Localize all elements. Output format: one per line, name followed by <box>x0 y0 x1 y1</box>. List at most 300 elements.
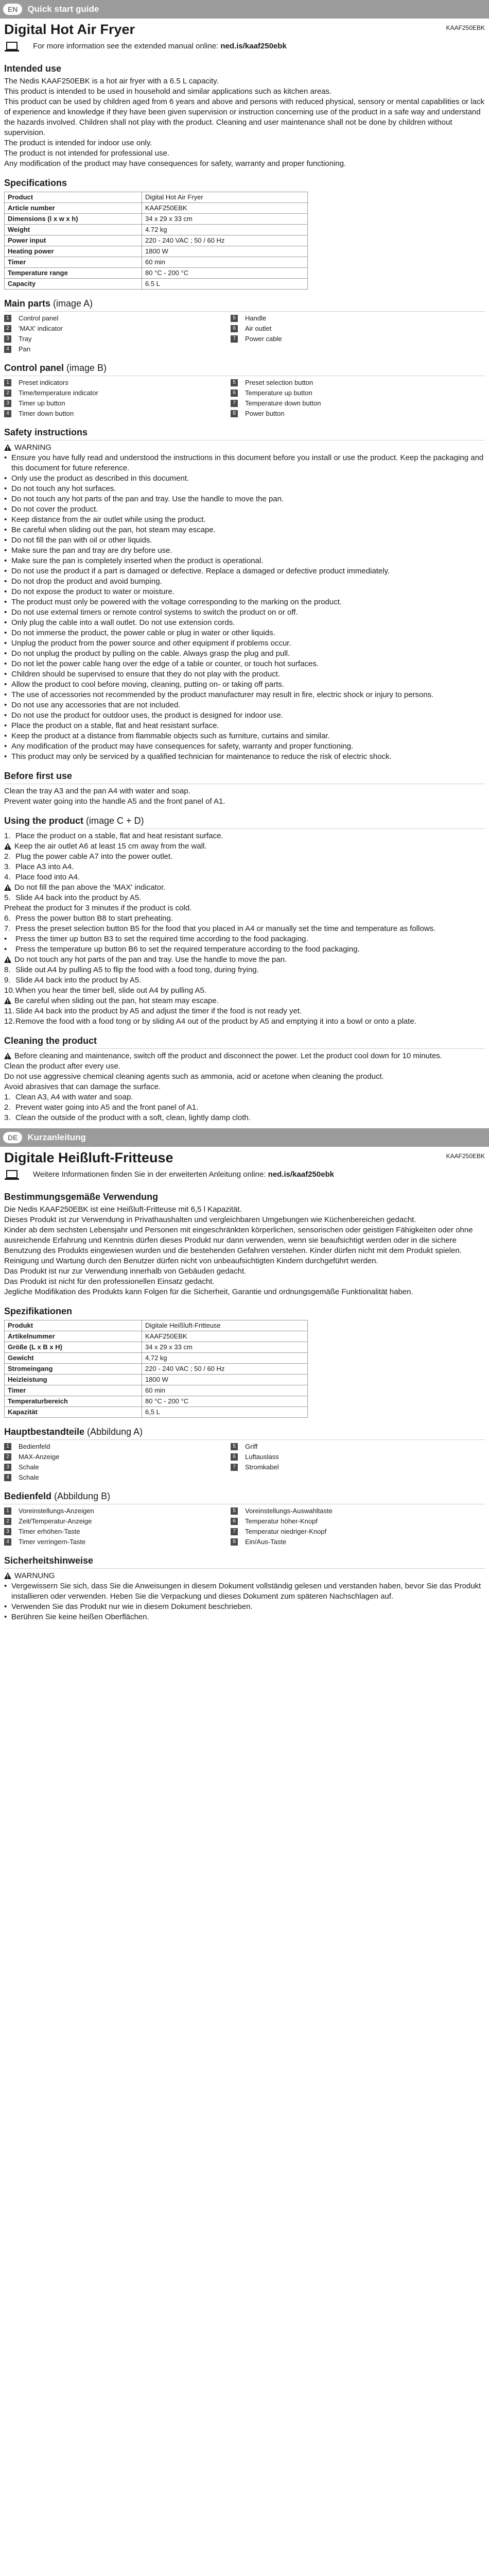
part-item <box>4 1527 231 1536</box>
part-number-badge: 4 <box>4 1538 11 1546</box>
step-number: 2. <box>4 1103 11 1112</box>
part-item <box>231 1452 457 1462</box>
safety-list <box>4 1581 485 1622</box>
spec-value: 80 °C - 200 °C <box>142 1396 308 1407</box>
warning-text: Before cleaning and maintenance, switch off the product and disconnect the power. Let the product cool down for 10 minutes. <box>14 1052 443 1060</box>
part-item <box>231 1527 457 1536</box>
spec-key: Product <box>5 192 142 203</box>
part-number-badge: 8 <box>231 410 238 417</box>
part-number-badge: 3 <box>4 400 11 407</box>
content-en <box>0 63 489 1123</box>
step-number: 11. <box>4 1007 14 1015</box>
section-heading <box>4 1191 485 1202</box>
part-item <box>231 1506 457 1516</box>
step-text: Slide A4 back into the product by A5. <box>15 893 142 902</box>
paragraph: The product is not intended for professional use. <box>4 149 170 158</box>
title-row-de <box>0 1147 489 1166</box>
section-heading <box>4 1490 485 1504</box>
step-number: 3. <box>4 1113 11 1122</box>
spec-row <box>5 1320 308 1331</box>
safety-item: • Keep the product at a distance from flammable objects such as furniture, curtains and similar. <box>4 731 485 741</box>
part-label: Timer down button <box>19 410 74 417</box>
step-number: 1. <box>4 1093 11 1101</box>
paragraph: Any modification of the product may have consequences for safety, warranty and proper functioning. <box>4 159 346 168</box>
using-list <box>4 831 485 1027</box>
spec-key: Capacity <box>5 279 142 290</box>
warning-triangle-icon <box>4 843 11 850</box>
plain-note <box>4 1072 485 1082</box>
warning-note <box>4 883 485 893</box>
spec-value: 60 min <box>142 257 308 268</box>
parts-list <box>4 314 485 354</box>
step-number: 5. <box>4 893 11 902</box>
band-title-en: Quick start guide <box>27 4 99 14</box>
document-title-de: Digitale Heißluft-Fritteuse <box>4 1150 173 1165</box>
step-number: 7. <box>4 924 11 933</box>
part-label: Temperature down button <box>245 399 321 407</box>
part-number-badge: 5 <box>231 379 238 386</box>
warning-label: WARNING <box>14 443 51 452</box>
warning-note <box>4 1051 485 1061</box>
warning-triangle-icon <box>4 1572 11 1579</box>
spec-key: Power input <box>5 235 142 246</box>
safety-item: • Make sure the pan is completely inserted when the product is operational. <box>4 556 485 566</box>
note-text: Do not use aggressive chemical cleaning agents such as ammonia, acid or acetone when cleaning the product. <box>4 1072 384 1081</box>
spec-row <box>5 246 308 257</box>
paragraph: The Nedis KAAF250EBK is a hot air fryer with a 6.5 L capacity. <box>4 77 219 86</box>
warning-note <box>4 996 485 1006</box>
part-number-badge: 5 <box>231 1507 238 1515</box>
section-heading-text: Using the product <box>4 816 83 826</box>
manual-text-en: For more information see the extended manual online: <box>33 42 221 50</box>
section-heading <box>4 1306 485 1317</box>
part-number-badge: 4 <box>4 410 11 417</box>
spec-row <box>5 1364 308 1375</box>
part-item <box>4 334 231 344</box>
step-item <box>4 872 485 883</box>
spec-value: 60 min <box>142 1385 308 1396</box>
step-item <box>4 893 485 903</box>
paragraph: Die Nedis KAAF250EBK ist eine Heißluft-Fritteuse mit 6,5 l Kapazität. <box>4 1205 242 1214</box>
part-item <box>231 388 457 398</box>
part-item <box>4 399 231 408</box>
step-item <box>4 1016 485 1027</box>
step-text: Plug the power cable A7 into the power outlet. <box>15 852 173 861</box>
section-heading-ref: (Abbildung A) <box>87 1427 143 1437</box>
part-number-badge: 2 <box>4 1453 11 1461</box>
part-label: Control panel <box>19 314 59 322</box>
language-band-en <box>0 0 489 19</box>
section-heading <box>4 177 485 189</box>
spec-key: Heizleistung <box>5 1375 142 1385</box>
warning-note <box>4 841 485 852</box>
safety-item: • Verwenden Sie das Produkt nur wie in diesem Dokument beschrieben. <box>4 1602 485 1612</box>
step-number: 2. <box>4 852 11 861</box>
section-heading <box>4 427 485 440</box>
part-label: Griff <box>245 1443 258 1450</box>
warning-triangle-icon <box>4 956 11 963</box>
section-heading-ref: (image C + D) <box>86 816 144 826</box>
warning-label-row <box>4 443 485 453</box>
section-heading <box>4 1426 485 1440</box>
step-number: 10. <box>4 986 15 995</box>
spec-key: Article number <box>5 203 142 214</box>
section-heading-text: Safety instructions <box>4 427 88 437</box>
step-number: 3. <box>4 862 11 871</box>
spec-row <box>5 225 308 235</box>
part-item <box>4 1442 231 1451</box>
part-number-badge: 3 <box>4 1528 11 1535</box>
safety-item: • Be careful when sliding out the pan, hot steam may escape. <box>4 525 485 535</box>
bullet-mark: • <box>4 945 7 954</box>
title-row-en <box>0 19 489 38</box>
safety-item: • Do not unplug the product by pulling on the cable. Always grasp the plug and pull. <box>4 649 485 659</box>
warning-label-row <box>4 1571 485 1581</box>
part-number-badge: 1 <box>4 379 11 386</box>
before-list <box>4 786 485 807</box>
safety-item: • Do not use external timers or remote control systems to switch the product on or off. <box>4 607 485 618</box>
warning-text: Do not fill the pan above the 'MAX' indicator. <box>14 883 166 892</box>
paragraph: Dieses Produkt ist zur Verwendung in Privathaushalten und vergleichbaren Umgebungen wie Küchenbereichen gedacht. <box>4 1215 416 1224</box>
step-item <box>4 913 485 924</box>
part-item <box>4 1537 231 1547</box>
spec-row <box>5 1407 308 1418</box>
part-label: Voreinstellungs-Anzeigen <box>19 1507 94 1515</box>
part-label: Stromkabel <box>245 1463 279 1471</box>
paragraph: The product is intended for indoor use only. <box>4 139 152 147</box>
part-number-badge: 1 <box>4 315 11 322</box>
safety-item: • Do not use the product if a part is damaged or defective. Replace a damaged or defective product immediately. <box>4 566 485 577</box>
warning-label: WARNUNG <box>14 1571 55 1580</box>
document-title-en: Digital Hot Air Fryer <box>4 22 135 37</box>
section-heading-text: Bedienfeld <box>4 1491 52 1501</box>
part-item <box>4 1463 231 1472</box>
spec-value: Digital Hot Air Fryer <box>142 192 308 203</box>
part-label: Temperatur höher-Knopf <box>245 1517 318 1525</box>
spec-row <box>5 1353 308 1364</box>
plain-note <box>4 1061 485 1072</box>
part-number-badge: 5 <box>231 315 238 322</box>
spec-value: 220 - 240 VAC ; 50 / 60 Hz <box>142 235 308 246</box>
spec-value: 6.5 L <box>142 279 308 290</box>
part-number-badge: 8 <box>231 1538 238 1546</box>
part-number-badge: 6 <box>231 1453 238 1461</box>
part-number-badge: 7 <box>231 1464 238 1471</box>
spec-key: Kapazität <box>5 1407 142 1418</box>
part-item <box>4 1473 231 1482</box>
safety-item: • Any modification of the product may have consequences for safety, warranty and proper functioning. <box>4 741 485 752</box>
online-manual-row-de <box>0 1166 489 1183</box>
step-text: Place A3 into A4. <box>15 862 74 871</box>
safety-item: • Do not immerse the product, the power cable or plug in water or other liquids. <box>4 628 485 638</box>
spec-row <box>5 257 308 268</box>
step-item <box>4 975 485 986</box>
step-number: 4. <box>4 873 11 882</box>
step-text: Place the product on a stable, flat and heat resistant surface. <box>15 832 223 840</box>
section-heading-ref: (image B) <box>66 363 107 373</box>
online-manual-row-en <box>0 38 489 55</box>
warning-text: Be careful when sliding out the pan, hot steam may escape. <box>14 996 219 1005</box>
model-code-de: KAAF250EBK <box>446 1153 485 1160</box>
warning-triangle-icon <box>4 444 11 451</box>
spec-value: 34 x 29 x 33 cm <box>142 1342 308 1353</box>
part-number-badge: 3 <box>4 1464 11 1471</box>
step-item <box>4 1006 485 1016</box>
spec-value: 80 °C - 200 °C <box>142 268 308 279</box>
section-heading-text: Specifications <box>4 178 67 188</box>
spec-value: 1800 W <box>142 246 308 257</box>
step-text: Prevent water going into A5 and the front panel of A1. <box>15 1103 199 1112</box>
safety-item: • Do not let the power cable hang over the edge of a table or counter, or touch hot surfaces. <box>4 659 485 669</box>
warning-note <box>4 955 485 965</box>
part-item <box>231 409 457 418</box>
part-item <box>231 1442 457 1451</box>
safety-item: • Only use the product as described in this document. <box>4 473 485 484</box>
section-heading-ref: (Abbildung B) <box>54 1491 111 1501</box>
plain-note <box>4 796 485 807</box>
warning-triangle-icon <box>4 997 11 1004</box>
safety-item: • The product must only be powered with the voltage corresponding to the marking on the product. <box>4 597 485 607</box>
safety-item: • Do not cover the product. <box>4 504 485 515</box>
part-item <box>4 1452 231 1462</box>
section-heading-text: Hauptbestandteile <box>4 1427 85 1437</box>
warning-text: Do not touch any hot parts of the pan and tray. Use the handle to move the pan. <box>14 955 287 964</box>
plain-note <box>4 903 485 913</box>
spec-key: Größe (L x B x H) <box>5 1342 142 1353</box>
note-text: Preheat the product for 3 minutes if the product is cold. <box>4 904 192 912</box>
spec-key: Timer <box>5 1385 142 1396</box>
part-label: Timer verringern-Taste <box>19 1538 86 1546</box>
part-item <box>231 1463 457 1472</box>
safety-item: • Do not touch any hot surfaces. <box>4 484 485 494</box>
part-number-badge: 7 <box>231 400 238 407</box>
part-item <box>231 324 457 333</box>
safety-item: • Children should be supervised to ensure that they do not play with the product. <box>4 669 485 680</box>
part-item <box>231 1517 457 1526</box>
spec-value: KAAF250EBK <box>142 203 308 214</box>
part-number-badge: 2 <box>4 1518 11 1525</box>
part-label: MAX-Anzeige <box>19 1453 60 1461</box>
bullet-item <box>4 934 485 944</box>
step-item <box>4 965 485 975</box>
plain-note <box>4 1082 485 1092</box>
safety-item: • Only plug the cable into a wall outlet. Do not use extension cords. <box>4 618 485 628</box>
spec-value: 34 x 29 x 33 cm <box>142 214 308 225</box>
part-label: Schale <box>19 1473 39 1481</box>
part-label: Temperature up button <box>245 389 312 397</box>
spec-row <box>5 235 308 246</box>
spec-key: Dimensions (l x w x h) <box>5 214 142 225</box>
step-text: Slide A4 back into the product by A5. <box>15 976 142 985</box>
spec-key: Weight <box>5 225 142 235</box>
part-item <box>231 378 457 387</box>
part-label: Bedienfeld <box>19 1443 50 1450</box>
part-number-badge: 6 <box>231 389 238 397</box>
step-item <box>4 986 485 996</box>
spec-key: Produkt <box>5 1320 142 1331</box>
step-text: Slide out A4 by pulling A5 to flip the food with a food tong, during frying. <box>15 965 259 974</box>
section-heading-text: Main parts <box>4 298 51 309</box>
safety-item: • Place the product on a stable, flat and heat resistant surface. <box>4 721 485 731</box>
spec-key: Gewicht <box>5 1353 142 1364</box>
spec-row <box>5 203 308 214</box>
safety-item: • Allow the product to cool before moving, cleaning, putting on- or taking off parts. <box>4 680 485 690</box>
spec-row <box>5 192 308 203</box>
part-label: Ein/Aus-Taste <box>245 1538 287 1546</box>
spec-value: Digitale Heißluft-Fritteuse <box>142 1320 308 1331</box>
note-text: Clean the tray A3 and the pan A4 with water and soap. <box>4 787 190 795</box>
language-badge-en: EN <box>3 4 22 15</box>
step-item <box>4 831 485 841</box>
step-number: 1. <box>4 832 11 840</box>
step-text: Press the power button B8 to start preheating. <box>15 914 173 923</box>
section-heading-text: Spezifikationen <box>4 1306 73 1316</box>
step-item <box>4 862 485 872</box>
part-item <box>4 388 231 398</box>
spec-value: KAAF250EBK <box>142 1331 308 1342</box>
parts-list <box>4 1442 485 1482</box>
language-band-de <box>0 1128 489 1147</box>
section-heading <box>4 63 485 74</box>
safety-item: • Do not touch any hot parts of the pan and tray. Use the handle to move the pan. <box>4 494 485 504</box>
part-item <box>4 378 231 387</box>
part-number-badge: 1 <box>4 1507 11 1515</box>
part-number-badge: 3 <box>4 335 11 343</box>
safety-list <box>4 453 485 762</box>
step-text: When you hear the timer bell, slide out A4 by pulling A5. <box>15 986 207 995</box>
safety-item: • Berühren Sie keine heißen Oberflächen. <box>4 1612 485 1622</box>
step-text: Clean A3, A4 with water and soap. <box>15 1093 133 1101</box>
content-de <box>0 1191 489 1622</box>
section-heading <box>4 815 485 829</box>
part-label: Time/temperature indicator <box>19 389 98 397</box>
safety-item: • Do not drop the product and avoid bumping. <box>4 577 485 587</box>
part-label: Voreinstellungs-Auswahltaste <box>245 1507 333 1515</box>
part-number-badge: 6 <box>231 325 238 332</box>
part-number-badge: 4 <box>4 346 11 353</box>
safety-item: • Vergewissern Sie sich, dass Sie die Anweisungen in diesem Dokument vollständig gelesen und verstanden haben, bevor Sie das Produkt installieren oder verwenden. Heben Sie die Verpackung und dieses Dokument zum späteren Nachschlagen auf. <box>4 1581 485 1602</box>
part-label: Temperatur niedriger-Knopf <box>245 1528 327 1535</box>
model-code-en: KAAF250EBK <box>446 24 485 31</box>
spec-row <box>5 268 308 279</box>
safety-item: • The use of accessories not recommended by the product manufacturer may result in fire, electric shock or injury to persons. <box>4 690 485 700</box>
manual-link-en[interactable]: ned.is/kaaf250ebk <box>220 42 287 50</box>
part-item <box>4 314 231 323</box>
step-item <box>4 1092 485 1103</box>
spec-value: 6,5 L <box>142 1407 308 1418</box>
step-text: Clean the outside of the product with a soft, clean, lightly damp cloth. <box>15 1113 251 1122</box>
section-heading <box>4 1035 485 1049</box>
section-heading-text: Intended use <box>4 63 62 74</box>
part-number-badge: 2 <box>4 325 11 332</box>
step-item <box>4 1103 485 1113</box>
section-heading-text: Cleaning the product <box>4 1036 97 1046</box>
part-label: Schale <box>19 1463 39 1471</box>
part-number-badge: 5 <box>231 1443 238 1450</box>
spec-row <box>5 1385 308 1396</box>
spec-key: Temperaturbereich <box>5 1396 142 1407</box>
plain-note <box>4 786 485 796</box>
paragraph: This product can be used by children aged from 6 years and above and persons with reduced physical, sensory or mental capabilities or lack of experience and knowledge if they have been given supervision or instruction concerning use of the product in a safe way and understand the hazards involved. Children shall not play with the product. Cleaning and user maintenance shall not be done by children without supervision. <box>4 97 485 137</box>
step-number: 6. <box>4 914 11 923</box>
spec-key: Stromeingang <box>5 1364 142 1375</box>
section-heading-text: Sicherheitshinweise <box>4 1555 94 1566</box>
spec-value: 1800 W <box>142 1375 308 1385</box>
part-item <box>4 409 231 418</box>
part-item <box>231 1537 457 1547</box>
part-item <box>4 1517 231 1526</box>
spec-value: 220 - 240 VAC ; 50 / 60 Hz <box>142 1364 308 1375</box>
step-number: 8. <box>4 965 11 974</box>
panel-list <box>4 378 485 418</box>
spec-value: 4.72 kg <box>142 225 308 235</box>
bullet-mark: • <box>4 935 7 943</box>
paragraph: Das Produkt ist nicht für den professionellen Einsatz gedacht. <box>4 1277 215 1286</box>
paragraph: Das Produkt ist nur zur Verwendung innerhalb von Gebäuden gedacht. <box>4 1267 247 1276</box>
note-text: Prevent water going into the handle A5 and the front panel of A1. <box>4 797 225 806</box>
section-heading-text: Before first use <box>4 771 73 781</box>
section-heading <box>4 1555 485 1569</box>
manual-link-de[interactable]: ned.is/kaaf250ebk <box>268 1170 335 1179</box>
bullet-text: Press the timer up button B3 to set the required time according to the food packaging. <box>15 935 308 943</box>
part-item <box>4 345 231 354</box>
language-badge-de: DE <box>3 1132 22 1143</box>
section-heading-text: Bestimmungsgemäße Verwendung <box>4 1192 159 1202</box>
part-label: Air outlet <box>245 325 272 332</box>
panel-list <box>4 1506 485 1547</box>
step-number: 12. <box>4 1017 15 1026</box>
section-heading-ref: (image A) <box>53 298 93 309</box>
section-heading <box>4 770 485 784</box>
spec-key: Timer <box>5 257 142 268</box>
safety-item: • Do not use the product for outdoor uses, the product is designed for indoor use. <box>4 710 485 721</box>
part-label: Luftauslass <box>245 1453 279 1461</box>
safety-item: • Ensure you have fully read and understood the instructions in this document before you install or use the product. Keep the packaging and this document for future reference. <box>4 453 485 473</box>
step-text: Place food into A4. <box>15 873 80 882</box>
spec-row <box>5 1396 308 1407</box>
part-label: Pan <box>19 345 31 353</box>
part-number-badge: 2 <box>4 389 11 397</box>
part-number-badge: 4 <box>4 1474 11 1481</box>
part-label: Preset indicators <box>19 379 68 386</box>
part-label: Preset selection button <box>245 379 313 386</box>
part-item <box>231 334 457 344</box>
step-item <box>4 852 485 862</box>
safety-item: • Keep distance from the air outlet while using the product. <box>4 515 485 525</box>
spec-row <box>5 214 308 225</box>
step-text: Press the preset selection button B5 for the food that you placed in A4 or manually set the time and temperature as follows. <box>15 924 436 933</box>
step-item <box>4 1113 485 1123</box>
paragraph: This product is intended to be used in household and similar applications such as kitchen areas. <box>4 87 332 96</box>
cleaning-list <box>4 1051 485 1123</box>
laptop-icon <box>4 1170 20 1181</box>
spec-key: Heating power <box>5 246 142 257</box>
specifications-table <box>4 192 308 290</box>
safety-item: • Unplug the product from the power source and other equipment if problems occur. <box>4 638 485 649</box>
part-label: Power cable <box>245 335 282 343</box>
section-heading <box>4 362 485 376</box>
step-number: 9. <box>4 976 11 985</box>
part-item <box>4 1506 231 1516</box>
part-number-badge: 6 <box>231 1518 238 1525</box>
bullet-text: Press the temperature up button B6 to set the required temperature according to the food packaging. <box>15 945 360 954</box>
safety-item: • Do not fill the pan with oil or other liquids. <box>4 535 485 546</box>
part-label: Timer erhöhen-Taste <box>19 1528 80 1535</box>
manual-text-de: Weitere Informationen finden Sie in der erweiterten Anleitung online: <box>33 1170 268 1179</box>
part-label: Zeit/Temperatur-Anzeige <box>19 1517 92 1525</box>
spec-value: 4,72 kg <box>142 1353 308 1364</box>
spec-row <box>5 1375 308 1385</box>
